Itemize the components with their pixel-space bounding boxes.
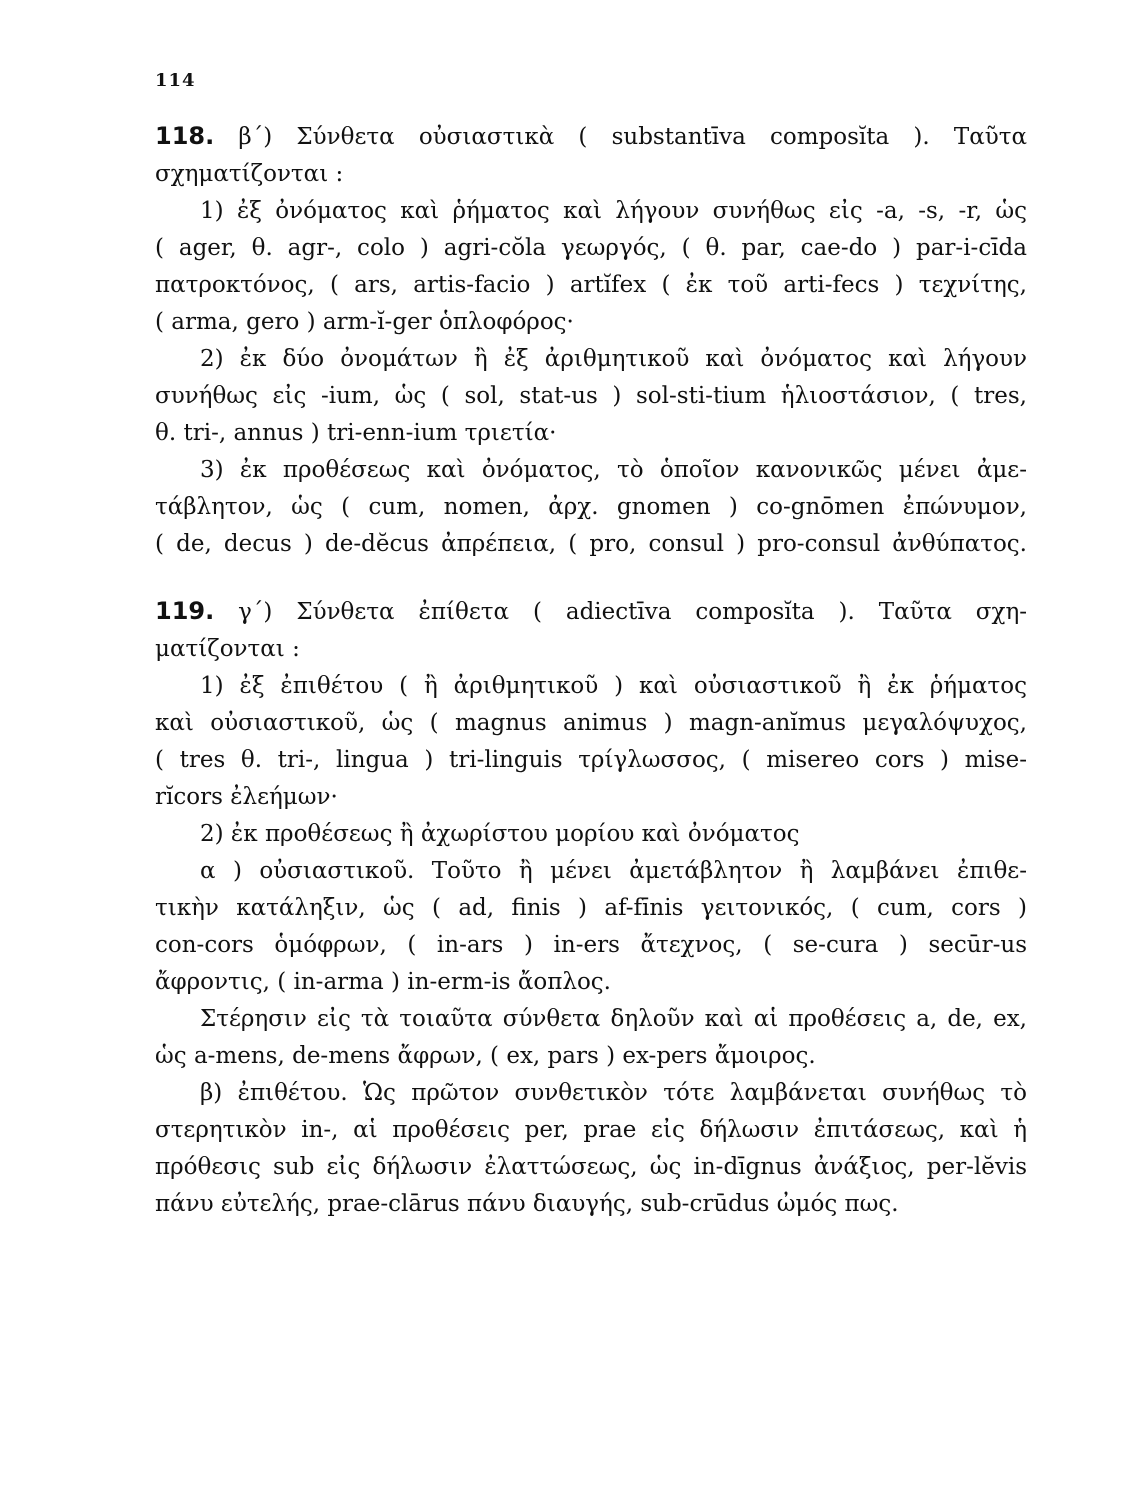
text-line: 2) ἐκ δύο ὀνομάτων ἢ ἐξ ἀριθμητικοῦ καὶ ὀνόματος καὶ λήγουν [200, 346, 1027, 372]
text-line: θ. tri-, annus ) tri-enn-ium τριετία· [155, 420, 557, 446]
text-line: ἄφροντις, ( in-arma ) in-erm-is ἄοπλος. [155, 969, 611, 995]
section-119 [155, 593, 1027, 1223]
section-number: 118. [155, 122, 215, 150]
text-line: 3) ἐκ προθέσεως καὶ ὀνόματος, τὸ ὁποῖον κανονικῶς μένει ἀμε- [200, 457, 1027, 483]
text-line: rĭcors ἐλεήμων· [155, 784, 338, 810]
text-line: ὡς a-mens, de-mens ἄφρων, ( ex, pars ) ex-pers ἄμοιρος. [155, 1043, 816, 1069]
text-line: τικὴν κατάληξιν, ὡς ( ad, finis ) af-fīnis γειτονικός, ( cum, cors ) [155, 895, 1027, 921]
text-line: συνήθως εἰς -ium, ὡς ( sol, stat-us ) sol-sti-tium ἡλιοστάσιον, ( tres, [155, 383, 1027, 409]
text-line: ( ager, θ. agr-, colo ) agri-cŏla γεωργός, ( θ. par, cae-do ) par-i-cīda [155, 235, 1027, 261]
text-line: β΄) Σύνθετα οὐσιαστικὰ ( substantīva composĭta ). Ταῦτα [238, 124, 1027, 150]
section-118-heading [155, 118, 1027, 156]
section-118 [155, 118, 1027, 563]
text-line: καὶ οὐσιαστικοῦ, ὡς ( magnus animus ) magn-anĭmus μεγαλόψυχος, [155, 710, 1027, 736]
text-line: ματίζονται : [155, 636, 300, 662]
text-line: στερητικὸν in-, αἱ προθέσεις per, prae εἰς δήλωσιν ἐπιτάσεως, καὶ ἡ [155, 1117, 1027, 1143]
text-line: πάνυ εὐτελής, prae-clārus πάνυ διαυγής, sub-crūdus ὠμός πως. [155, 1191, 899, 1217]
text-line: con-cors ὁμόφρων, ( in-ars ) in-ers ἄτεχνος, ( se-cura ) secūr-us [155, 932, 1027, 958]
text-line: 1) ἐξ ἐπιθέτου ( ἢ ἀριθμητικοῦ ) καὶ οὐσιαστικοῦ ἢ ἐκ ῥήματος [200, 673, 1027, 699]
text-line: γ΄) Σύνθετα ἐπίθετα ( adiectīva composĭta ). Ταῦτα σχη- [238, 599, 1028, 625]
text-line: α ) οὐσιαστικοῦ. Τοῦτο ἢ μένει ἀμετάβλητον ἢ λαμβάνει ἐπιθε- [200, 858, 1027, 884]
page-number: 114 [155, 70, 196, 91]
text-line: σχηματίζονται : [155, 161, 344, 187]
section-number: 119. [155, 597, 215, 625]
text-line: ( de, decus ) de-dĕcus ἀπρέπεια, ( pro, consul ) pro-consul ἀνθύπατος. [155, 531, 1027, 557]
text-line: ( arma, gero ) arm-ĭ-ger ὁπλοφόρος· [155, 309, 574, 335]
text-line: ( tres θ. tri-, lingua ) tri-linguis τρίγλωσσος, ( misereo cors ) mise- [155, 747, 1027, 773]
text-line: πατροκτόνος, ( ars, artis-facio ) artĭfex ( ἐκ τοῦ arti-fecs ) τεχνίτης, [155, 272, 1027, 298]
section-119-heading [155, 593, 1027, 631]
text-line: 2) ἐκ προθέσεως ἢ ἀχωρίστου μορίου καὶ ὀνόματος [200, 821, 800, 847]
text-line: τάβλητον, ὡς ( cum, nomen, ἀρχ. gnomen ) co-gnōmen ἐπώνυμον, [155, 494, 1027, 520]
text-line: 1) ἐξ ὀνόματος καὶ ῥήματος καὶ λήγουν συνήθως εἰς -a, -s, -r, ὡς [200, 198, 1027, 224]
text-line: β) ἐπιθέτου. Ὡς πρῶτον συνθετικὸν τότε λαμβάνεται συνήθως τὸ [200, 1080, 1027, 1106]
text-line: Στέρησιν εἰς τὰ τοιαῦτα σύνθετα δηλοῦν καὶ αἱ προθέσεις a, de, ex, [200, 1006, 1027, 1032]
text-line: πρόθεσις sub εἰς δήλωσιν ἐλαττώσεως, ὡς in-dīgnus ἀνάξιος, per-lĕvis [155, 1154, 1027, 1180]
